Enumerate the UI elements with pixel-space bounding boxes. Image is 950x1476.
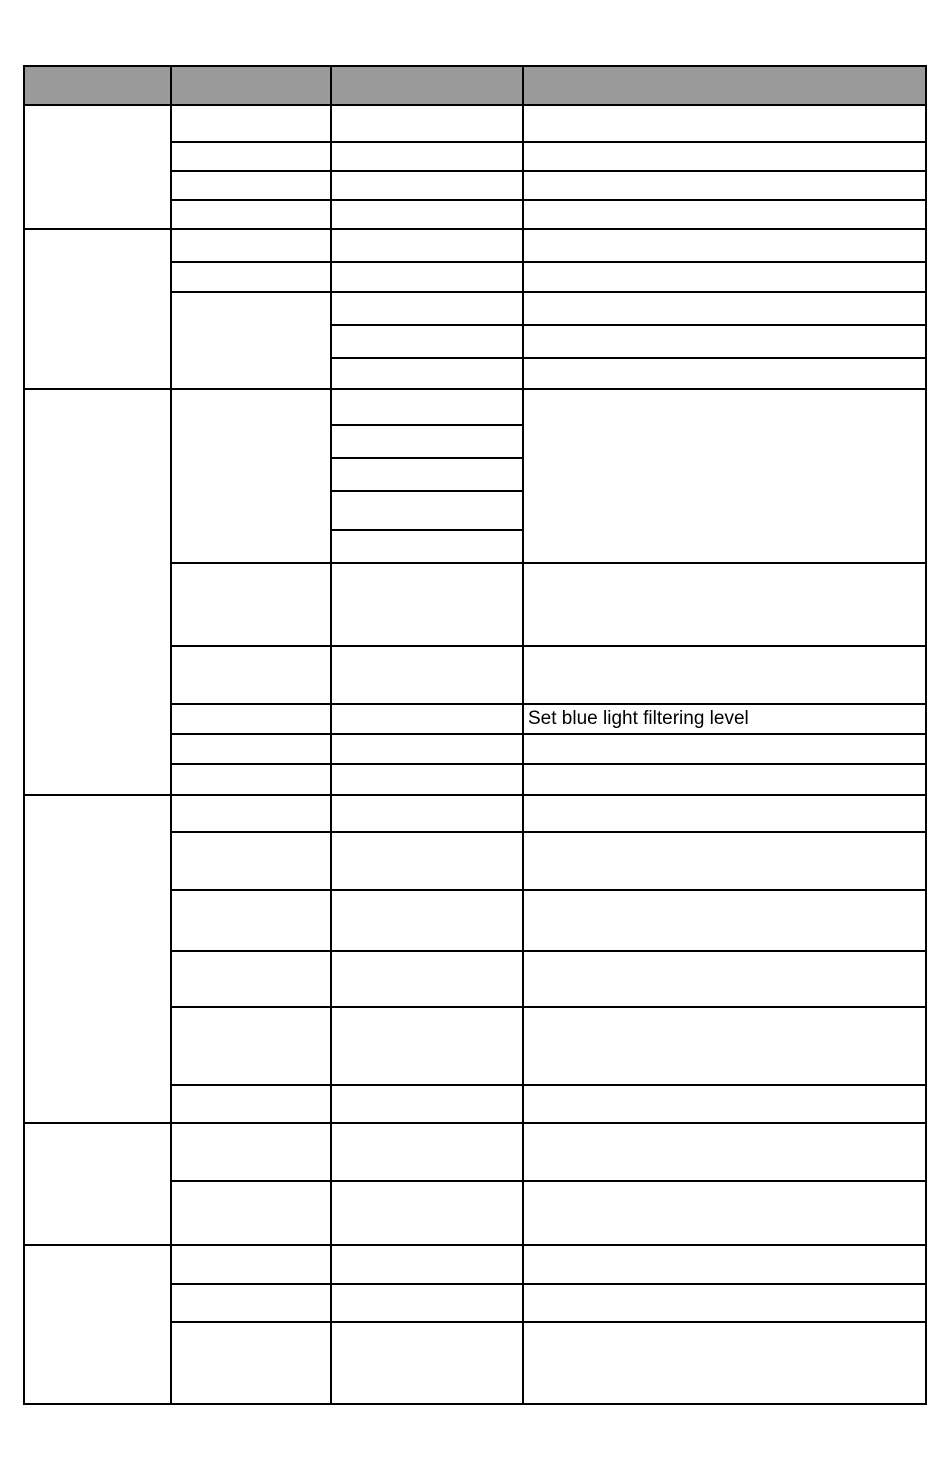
group-divider bbox=[23, 1122, 927, 1124]
row-divider bbox=[171, 1084, 927, 1086]
row-divider bbox=[171, 1180, 927, 1182]
settings-table bbox=[23, 65, 927, 1405]
row-divider bbox=[171, 170, 927, 172]
table-border-right bbox=[925, 65, 927, 1405]
row-divider bbox=[171, 703, 927, 705]
header-bottom-border bbox=[23, 104, 927, 106]
table-header bbox=[23, 65, 927, 105]
row-divider bbox=[171, 261, 927, 263]
option-divider bbox=[331, 529, 523, 531]
table-border-top bbox=[23, 65, 927, 67]
row-divider bbox=[171, 763, 927, 765]
subrow-divider bbox=[331, 357, 927, 359]
row-divider bbox=[171, 141, 927, 143]
row-divider bbox=[171, 645, 927, 647]
row-divider bbox=[171, 1006, 927, 1008]
row-divider bbox=[171, 199, 927, 201]
row-divider bbox=[171, 291, 927, 293]
option-divider bbox=[331, 457, 523, 459]
row-divider bbox=[171, 562, 927, 564]
column-divider-3 bbox=[522, 65, 524, 1405]
group-divider bbox=[23, 228, 927, 230]
subrow-divider bbox=[331, 324, 927, 326]
blue-light-description: Set blue light filtering level bbox=[528, 708, 749, 729]
row-divider bbox=[171, 889, 927, 891]
group-divider bbox=[23, 388, 927, 390]
option-divider bbox=[331, 424, 523, 426]
row-divider bbox=[171, 831, 927, 833]
group-divider bbox=[23, 794, 927, 796]
group-divider bbox=[23, 1244, 927, 1246]
row-divider bbox=[171, 950, 927, 952]
row-divider bbox=[171, 1321, 927, 1323]
table-border-left bbox=[23, 65, 25, 1405]
table-border-bottom bbox=[23, 1403, 927, 1405]
column-divider-1 bbox=[170, 65, 172, 1405]
row-divider bbox=[171, 733, 927, 735]
row-divider bbox=[171, 1283, 927, 1285]
column-divider-2 bbox=[330, 65, 332, 1405]
option-divider bbox=[331, 490, 523, 492]
